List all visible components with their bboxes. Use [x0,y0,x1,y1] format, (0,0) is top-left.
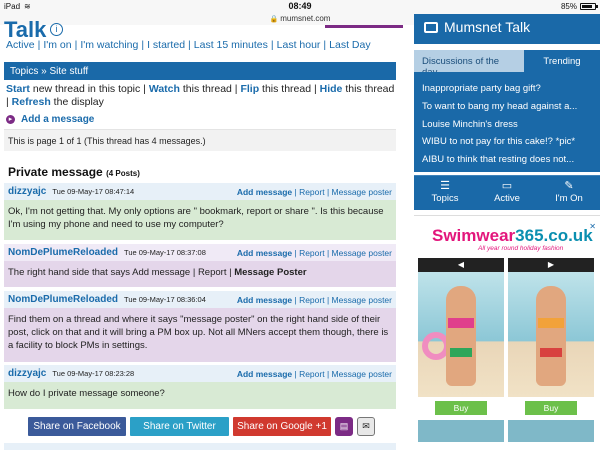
post [4,244,396,287]
add-message-button[interactable]: Add message [236,247,293,258]
message-poster-link[interactable]: Message poster [331,247,392,258]
sidebar-header [414,14,600,44]
sidebar-tabs [414,50,600,72]
post-header [4,183,396,200]
product-photo[interactable] [508,272,594,397]
ad-next-arrow[interactable]: ▶ [508,258,594,272]
share-twitter-button[interactable]: Share on Twitter [130,417,229,436]
carrier-label: iPad [4,2,21,11]
post-username[interactable]: NomDePlumeReloaded [8,247,119,258]
post-date: Tue 09-May-17 08:36:04 [124,295,206,304]
ad-product [508,258,594,442]
list-icon: ☰ [440,180,450,192]
info-icon[interactable]: i [50,23,63,36]
post-text-bold: Message Poster [234,267,307,278]
report-link[interactable]: Report [299,294,325,305]
post-tools [237,248,392,258]
sidebar-nav-topics[interactable] [414,176,476,210]
hide-thread-link[interactable]: Hide [319,83,343,95]
nav-last-15-minutes[interactable]: Last 15 minutes [193,39,268,51]
discussion-list [414,72,600,172]
separator: | [324,294,332,305]
footer-strip [4,443,396,450]
sidebar-nav [414,175,600,210]
nav-i-started[interactable]: I started [147,39,186,51]
nav-im-watching[interactable]: I'm watching [80,39,139,51]
chat-icon: ▭ [501,180,513,192]
thread-title [8,165,140,179]
message-poster-link[interactable]: Message poster [331,186,392,197]
post-count: (4 Posts) [106,169,140,178]
battery-percent: 85% [560,2,577,11]
nav-active[interactable]: Active [6,39,35,51]
sidebar [414,0,600,450]
tab-trending[interactable]: Trending [524,50,600,72]
nav-last-hour[interactable]: Last hour [276,39,321,51]
watch-thread-link[interactable]: Watch [148,83,180,95]
refresh-link[interactable]: Refresh [11,96,51,108]
sidebar-nav-active[interactable] [476,176,538,210]
print-icon[interactable]: ▤ [335,417,353,436]
tab-discussions-of-the-day[interactable]: Discussions of the [414,50,524,72]
add-message-button[interactable]: Add message [236,186,293,197]
product-photo-next[interactable] [418,420,504,442]
post-date: Tue 09-May-17 08:23:28 [52,369,135,378]
discussion-link[interactable]: Louise Minchin's dress [422,118,518,130]
sidebar-nav-im-on[interactable] [538,176,600,210]
sidebar-nav-label: I'm On [555,193,583,204]
ad-tagline: All year round holiday fashion [478,245,564,252]
page-title: Talk [4,17,47,42]
thread-actions [6,83,396,109]
post-header [4,365,396,382]
post-body [4,261,396,287]
actions-text: this thread | [179,83,241,95]
report-link[interactable]: Report [299,186,325,197]
post-date: Tue 09-May-17 08:47:14 [52,187,135,196]
bikini-bottom-shape [540,348,562,357]
flip-thread-link[interactable]: Flip [240,83,260,95]
add-message-link[interactable] [6,114,94,125]
post [4,183,396,240]
ad-close-icon[interactable]: ✕ [589,222,596,231]
start-thread-link[interactable]: Start [6,83,30,95]
ad-brand-domain: 365.co.uk [515,226,593,245]
post-username[interactable]: NomDePlumeReloaded [8,294,119,305]
post-tools [237,295,392,305]
separator: | [292,186,300,197]
post-body: Ok, I'm not getting that. My only options are " bookmark, report or share ". Is this because I'm using my phone and need to use my computer? [4,200,396,240]
speech-bubble-icon [424,22,438,33]
model-shape [536,286,566,386]
share-bar [28,417,375,436]
buy-button[interactable]: Buy [435,401,487,415]
report-link[interactable]: Report [299,368,325,379]
separator: | [324,186,332,197]
message-poster-link[interactable]: Message poster [331,368,392,379]
page-info: This is page 1 of 1 (This thread has 4 messages.) [4,129,396,151]
pin-icon: ✎ [564,180,574,192]
email-icon[interactable]: ✉ [357,417,375,436]
buy-button[interactable]: Buy [525,401,577,415]
product-photo[interactable] [418,272,504,397]
advertisement[interactable] [414,215,600,450]
separator: | [324,247,332,258]
discussion-link[interactable]: AIBU to think that resting does not... [422,154,575,166]
thread-filter-nav: Active | I'm on | I'm watching | I started | Last 15 minutes | Last hour | Last Day [6,39,371,51]
report-link[interactable]: Report [299,247,325,258]
actions-text: this thread | [6,83,395,108]
discussion-link[interactable]: To want to bang my head against a... [422,100,578,112]
separator: | [324,368,332,379]
thread-title-text: Private message [8,165,103,179]
add-message-label: Add a message [21,114,95,125]
share-google-button[interactable]: Share on Google +1 [233,417,331,436]
actions-text: new thread in this topic | [29,83,149,95]
ad-prev-arrow[interactable]: ◀ [418,258,504,272]
lock-icon: 🔒 [269,16,279,23]
post-header [4,244,396,261]
ad-brand: Swimwear [432,226,516,245]
post [4,365,396,409]
actions-text: the display [50,96,104,108]
ad-product [418,258,504,442]
post-tools [237,187,392,197]
post-date: Tue 09-May-17 08:37:08 [124,248,206,257]
bikini-bottom-shape [450,348,472,357]
model-shape [446,286,476,386]
post-username[interactable]: dizzyajc [8,368,47,379]
post [4,291,396,362]
product-photo-next[interactable] [508,420,594,442]
post-body: Find them on a thread and where it says "message poster" on the right hand side of their post, click on that and it will bring a PM box up. Not all MNers accept them though, there is a facility to block PMs in settings. [4,308,396,362]
nav-im-on[interactable]: I'm on [43,39,72,51]
sidebar-nav-label: Topics [431,193,459,204]
post-body: How do I private message someone? [4,382,396,409]
message-poster-link[interactable]: Message poster [331,294,392,305]
bikini-top-shape [448,318,474,328]
post-text: The right hand side that says Add message | Report | [8,267,235,278]
discussion-link[interactable]: Inappropriate party bag gift? [422,83,541,94]
separator: | [292,247,300,258]
header-accent [325,25,403,28]
url-text: mumsnet.com [280,14,331,23]
add-message-button[interactable]: Add message [236,368,293,379]
bikini-top-shape [538,318,564,328]
clock: 08:49 [288,1,312,11]
sidebar-title: Mumsnet Talk [444,19,531,35]
ad-logo [432,226,593,246]
separator: | [292,368,300,379]
post-tools [237,369,392,379]
actions-text: this thread | [259,83,320,95]
post-header [4,291,396,308]
discussion-link[interactable]: WIBU to not pay for this cake!? *pic* [422,136,576,148]
wifi-icon: ≋ [24,2,31,11]
add-message-button[interactable]: Add message [236,294,293,305]
nav-last-day[interactable]: Last Day [329,39,371,51]
sidebar-nav-label: Active [494,193,520,204]
add-icon: ▸ [6,115,15,124]
breadcrumb[interactable]: Topics » Site stuff [4,62,396,80]
post-username[interactable]: dizzyajc [8,186,47,197]
separator: | [292,294,300,305]
share-facebook-button[interactable]: Share on Facebook [28,417,126,436]
